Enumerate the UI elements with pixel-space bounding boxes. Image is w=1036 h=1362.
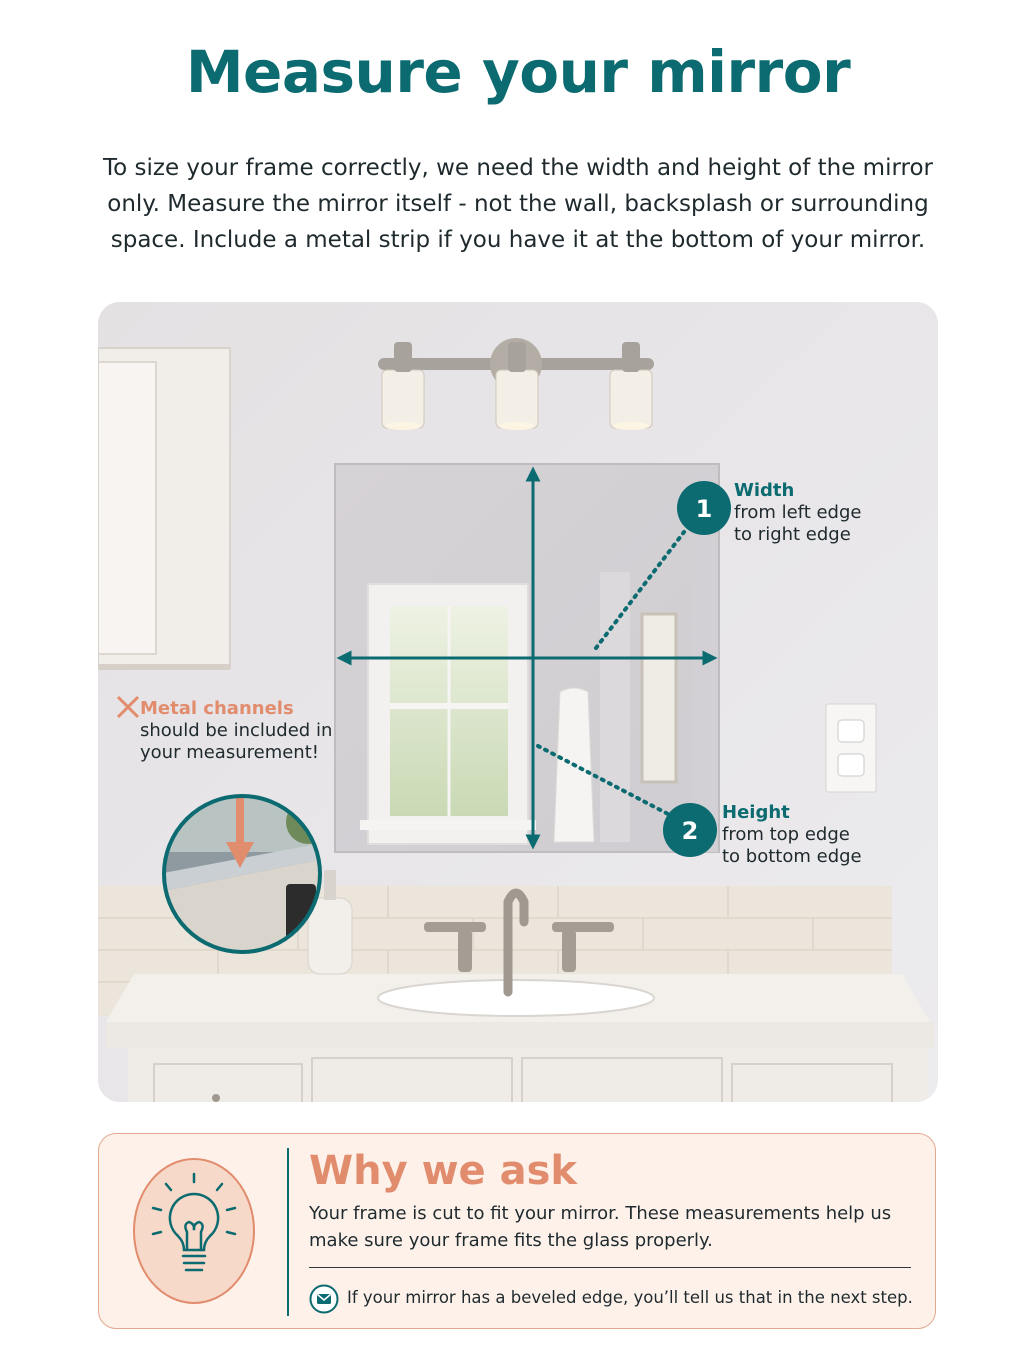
intro-text: To size your frame correctly, we need the width and height of the mirror only. Measure the mirror itself - not the wall, backsplash or surrounding space. Include a metal strip if you have it at the bottom of your mirror. — [102, 155, 934, 253]
height-line-2: to bottom edge — [722, 846, 862, 867]
step-badge-2: 2 — [681, 817, 699, 845]
height-label — [722, 802, 862, 868]
bathroom-illustration — [98, 302, 938, 1102]
panel-divider-vertical — [287, 1148, 289, 1316]
page-title: Measure your mirror — [185, 38, 851, 106]
width-heading: Width — [734, 480, 795, 501]
width-line-1: from left edge — [734, 502, 862, 523]
metal-line-1: should be included in — [140, 720, 333, 741]
panel-divider-horizontal — [309, 1267, 911, 1268]
why-we-ask-panel — [98, 1133, 936, 1329]
why-body: Your frame is cut to fit your mirror. These measurements help us make sure your frame fits the glass properly. — [309, 1203, 892, 1251]
step-badge-1: 1 — [695, 495, 713, 523]
lightbulb-icon — [131, 1156, 257, 1306]
metal-heading: Metal channels — [140, 698, 294, 719]
beveled-edge-note: If your mirror has a beveled edge, you’ll tell us that in the next step. — [347, 1288, 913, 1307]
metal-line-2: your measurement! — [140, 742, 319, 763]
height-heading: Height — [722, 802, 790, 823]
width-line-2: to right edge — [734, 524, 851, 545]
height-line-1: from top edge — [722, 824, 850, 845]
why-title: Why we ask — [309, 1148, 578, 1194]
width-label — [734, 480, 862, 546]
mail-icon — [309, 1284, 339, 1314]
metal-channels-note — [140, 698, 332, 764]
